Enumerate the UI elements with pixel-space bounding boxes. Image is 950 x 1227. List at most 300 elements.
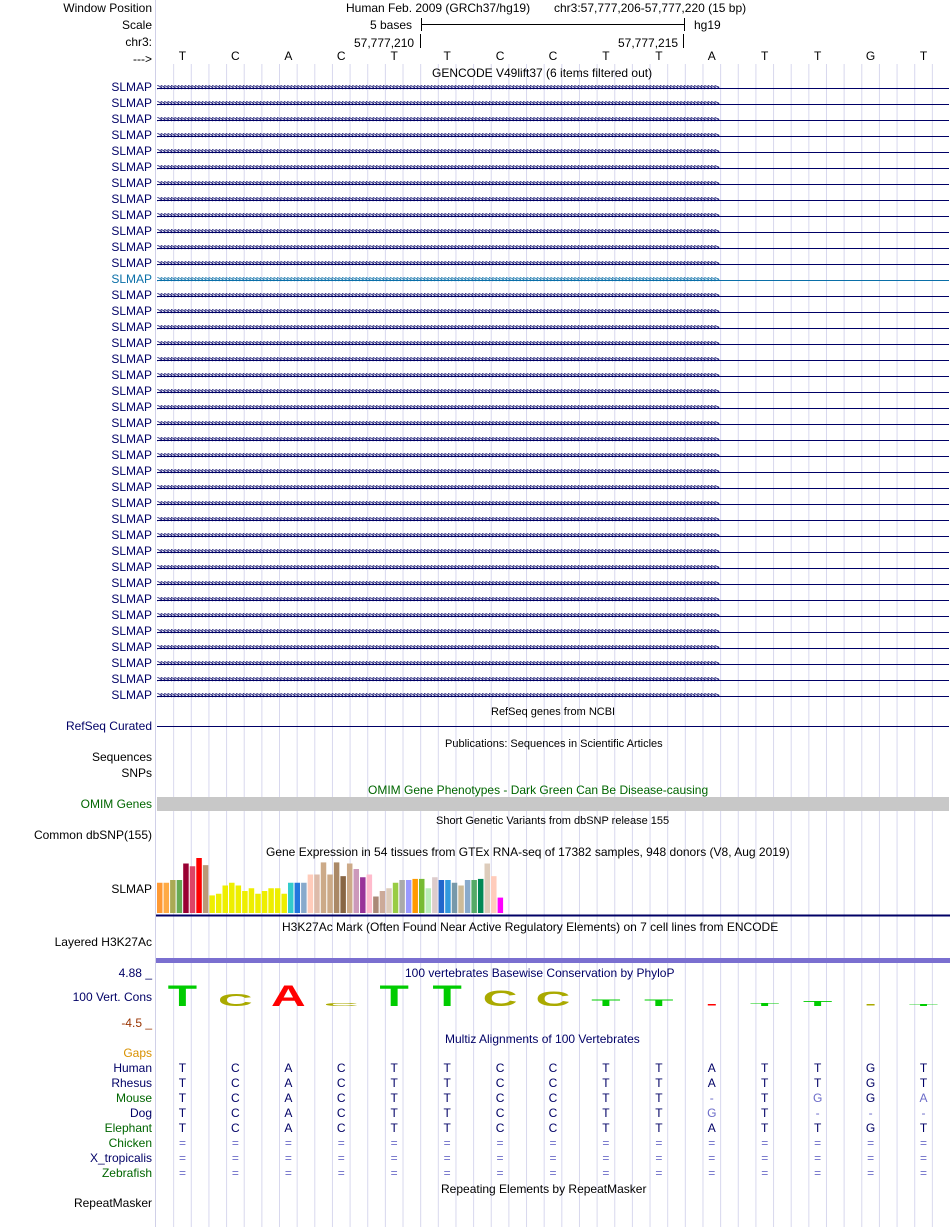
gtex-tissue-bar: [347, 864, 353, 914]
alignment-base: T: [761, 1061, 769, 1075]
strand-arrows: >>>>>>>>>>>>>>>>>>>>>>>>>>>>>>>>>>>>>>>>>>>>>>>>>>>>>>>>>>>>>>>>>>>>>>>>>>>>>>>>>>>>>>>>>>>>>>>>>>>>>>>>>>>>>>>>>>>>>>>>>>>>>>>>>>>>>>>>>>>>>>>>>>>>>>>>>>>>>>>>>>>>: [157, 228, 718, 236]
assembly-name: Human Feb. 2009 (GRCh37/hg19): [346, 1, 531, 15]
gencode-transcript[interactable]: [157, 468, 949, 476]
alignment-base: =: [761, 1136, 769, 1150]
gencode-transcript[interactable]: [157, 644, 949, 652]
alignment-base: C: [548, 1091, 558, 1105]
sequence-base: A: [284, 49, 293, 63]
alignment-base: =: [443, 1151, 451, 1165]
phylop-glyph: C: [323, 1002, 359, 1008]
gencode-gene-label[interactable]: SLMAP: [111, 512, 152, 526]
strand-arrows: >>>>>>>>>>>>>>>>>>>>>>>>>>>>>>>>>>>>>>>>>>>>>>>>>>>>>>>>>>>>>>>>>>>>>>>>>>>>>>>>>>>>>>>>>>>>>>>>>>>>>>>>>>>>>>>>>>>>>>>>>>>>>>>>>>>>>>>>>>>>>>>>>>>>>>>>>>>>>>>>>>>>: [157, 388, 718, 396]
strand-arrows: >>>>>>>>>>>>>>>>>>>>>>>>>>>>>>>>>>>>>>>>>>>>>>>>>>>>>>>>>>>>>>>>>>>>>>>>>>>>>>>>>>>>>>>>>>>>>>>>>>>>>>>>>>>>>>>>>>>>>>>>>>>>>>>>>>>>>>>>>>>>>>>>>>>>>>>>>>>>>>>>>>>>: [157, 500, 718, 508]
alignment-base: =: [867, 1136, 875, 1150]
alignment-base: T: [655, 1091, 663, 1105]
gencode-gene-label[interactable]: SLMAP: [111, 464, 152, 478]
gtex-tissue-bar: [170, 880, 176, 913]
alignment-base: T: [602, 1121, 610, 1135]
phylop-glyph: T: [591, 998, 621, 1009]
gtex-tissue-bar: [340, 876, 346, 913]
gtex-tissue-bar: [419, 879, 425, 913]
scale-label: Scale: [121, 18, 152, 32]
gencode-transcript[interactable]: [157, 372, 949, 380]
h3k27ac-title[interactable]: H3K27Ac Mark (Often Found Near Active Regulatory Elements) on 7 cell lines from ENCODE: [282, 920, 779, 934]
gtex-tissue-bar: [190, 866, 196, 913]
alignment-base: =: [231, 1166, 239, 1180]
gencode-transcript[interactable]: [157, 228, 949, 236]
alignment-base: T: [443, 1091, 451, 1105]
h3k27ac-label[interactable]: Layered H3K27Ac: [54, 935, 152, 949]
alignment-base: C: [548, 1106, 558, 1120]
gtex-tissue-bar: [471, 880, 477, 913]
gtex-tissue-bar: [412, 879, 418, 913]
alignment-base: =: [496, 1166, 504, 1180]
gencode-transcript[interactable]: [157, 612, 949, 620]
gtex-tissue-bar: [301, 883, 307, 913]
gencode-transcript[interactable]: [157, 420, 949, 428]
gencode-transcript[interactable]: [157, 436, 949, 444]
gencode-transcript[interactable]: [157, 116, 949, 124]
strand-arrows: >>>>>>>>>>>>>>>>>>>>>>>>>>>>>>>>>>>>>>>>>>>>>>>>>>>>>>>>>>>>>>>>>>>>>>>>>>>>>>>>>>>>>>>>>>>>>>>>>>>>>>>>>>>>>>>>>>>>>>>>>>>>>>>>>>>>>>>>>>>>>>>>>>>>>>>>>>>>>>>>>>>>: [157, 420, 718, 428]
window-position-label: Window Position: [63, 1, 152, 15]
alignment-base: =: [284, 1151, 292, 1165]
gtex-tissue-bar: [367, 875, 373, 914]
coord-left: 57,777,210: [354, 36, 415, 50]
gtex-tissue-bar: [216, 894, 222, 913]
dbsnp-title[interactable]: Short Genetic Variants from dbSNP release 155: [436, 815, 670, 827]
gtex-tissue-bar: [485, 864, 491, 914]
gencode-transcript[interactable]: [157, 404, 949, 412]
sequence-base: T: [655, 49, 663, 63]
alignment-base: A: [284, 1091, 293, 1105]
gencode-gene-label[interactable]: SLMAP: [111, 80, 152, 94]
gencode-gene-label[interactable]: SLMAP: [111, 112, 152, 126]
gtex-tissue-bar: [229, 883, 235, 913]
alignment-base: T: [761, 1106, 769, 1120]
gencode-gene-label[interactable]: SLMAP: [111, 400, 152, 414]
strand-arrows: >>>>>>>>>>>>>>>>>>>>>>>>>>>>>>>>>>>>>>>>>>>>>>>>>>>>>>>>>>>>>>>>>>>>>>>>>>>>>>>>>>>>>>>>>>>>>>>>>>>>>>>>>>>>>>>>>>>>>>>>>>>>>>>>>>>>>>>>>>>>>>>>>>>>>>>>>>>>>>>>>>>>: [157, 116, 718, 124]
gtex-tissue-bar: [380, 891, 386, 913]
alignment-base: =: [655, 1166, 663, 1180]
alignment-base: A: [919, 1091, 928, 1105]
gtex-tissue-bar: [458, 886, 464, 914]
position-readout: chr3:57,777,206-57,777,220 (15 bp): [554, 1, 747, 15]
phylop-glyph: [867, 1004, 875, 1006]
gencode-transcript[interactable]: [157, 148, 949, 156]
gencode-transcript[interactable]: [157, 564, 949, 572]
sequence-base: T: [761, 49, 769, 63]
strand-arrows: >>>>>>>>>>>>>>>>>>>>>>>>>>>>>>>>>>>>>>>>>>>>>>>>>>>>>>>>>>>>>>>>>>>>>>>>>>>>>>>>>>>>>>>>>>>>>>>>>>>>>>>>>>>>>>>>>>>>>>>>>>>>>>>>>>>>>>>>>>>>>>>>>>>>>>>>>>>>>>>>>>>>: [157, 612, 718, 620]
gtex-tissue-bar: [386, 888, 392, 913]
gtex-tissue-bar: [439, 880, 445, 913]
alignment-base: =: [178, 1136, 186, 1150]
alignment-base: T: [813, 1121, 822, 1135]
alignment-base: T: [602, 1091, 610, 1105]
gencode-gene-label[interactable]: SLMAP: [111, 224, 152, 238]
gencode-gene-label[interactable]: SLMAP: [111, 432, 152, 446]
alignment-base: =: [920, 1151, 928, 1165]
alignment-base: C: [548, 1076, 558, 1090]
phylop-glyph: T: [803, 999, 833, 1008]
gencode-gene-label[interactable]: SLMAP: [111, 288, 152, 302]
gtex-tissue-bar: [255, 894, 261, 913]
gtex-tissue-bar: [373, 897, 379, 914]
gencode-gene-label[interactable]: SLMAP: [111, 336, 152, 350]
gtex-tissue-bar: [465, 880, 471, 913]
phylop-glyph: C: [482, 985, 518, 1010]
alignment-base: -: [921, 1106, 926, 1120]
alignment-base: T: [443, 1106, 451, 1120]
gencode-gene-label[interactable]: SLMAP: [111, 640, 152, 654]
refseq-gene-line[interactable]: [157, 726, 949, 727]
alignment-base: T: [655, 1106, 663, 1120]
sequence-base: G: [865, 49, 876, 63]
alignment-base: A: [707, 1061, 716, 1075]
alignment-base: C: [495, 1076, 505, 1090]
refseq-title[interactable]: RefSeq genes from NCBI: [491, 706, 616, 718]
gtex-tissue-bar: [196, 858, 202, 913]
gencode-gene-label[interactable]: SLMAP: [111, 416, 152, 430]
gencode-transcript[interactable]: [157, 196, 949, 204]
gencode-gene-label[interactable]: SLMAP: [111, 128, 152, 142]
gtex-tissue-bar: [406, 880, 412, 913]
alignment-base: T: [602, 1106, 610, 1120]
phylop-glyph: T: [644, 998, 674, 1009]
gencode-gene-label[interactable]: SLMAP: [111, 448, 152, 462]
gencode-transcript[interactable]: [157, 356, 949, 364]
strand-arrows: >>>>>>>>>>>>>>>>>>>>>>>>>>>>>>>>>>>>>>>>>>>>>>>>>>>>>>>>>>>>>>>>>>>>>>>>>>>>>>>>>>>>>>>>>>>>>>>>>>>>>>>>>>>>>>>>>>>>>>>>>>>>>>>>>>>>>>>>>>>>>>>>>>>>>>>>>>>>>>>>>>>>: [157, 532, 718, 540]
alignment-base: -: [815, 1106, 820, 1120]
alignment-base: =: [390, 1166, 398, 1180]
alignment-base: =: [920, 1166, 928, 1180]
strand-arrows: >>>>>>>>>>>>>>>>>>>>>>>>>>>>>>>>>>>>>>>>>>>>>>>>>>>>>>>>>>>>>>>>>>>>>>>>>>>>>>>>>>>>>>>>>>>>>>>>>>>>>>>>>>>>>>>>>>>>>>>>>>>>>>>>>>>>>>>>>>>>>>>>>>>>>>>>>>>>>>>>>>>>: [157, 260, 718, 268]
gencode-transcript[interactable]: [157, 84, 949, 92]
alignment-base: =: [655, 1151, 663, 1165]
gencode-transcript[interactable]: [157, 500, 949, 508]
sequence-base: T: [813, 49, 822, 63]
gencode-gene-label[interactable]: SLMAP: [111, 592, 152, 606]
gencode-title[interactable]: GENCODE V49lift37 (6 items filtered out): [432, 66, 653, 80]
phylop-glyph: C: [535, 986, 571, 1010]
phylop-glyph: T: [750, 1002, 780, 1008]
gencode-gene-label[interactable]: SLMAP: [111, 496, 152, 510]
sequence-base: C: [336, 49, 346, 63]
strand-arrows: >>>>>>>>>>>>>>>>>>>>>>>>>>>>>>>>>>>>>>>>>>>>>>>>>>>>>>>>>>>>>>>>>>>>>>>>>>>>>>>>>>>>>>>>>>>>>>>>>>>>>>>>>>>>>>>>>>>>>>>>>>>>>>>>>>>>>>>>>>>>>>>>>>>>>>>>>>>>>>>>>>>>: [157, 324, 718, 332]
coord-right: 57,777,215: [618, 36, 679, 50]
omim-title[interactable]: OMIM Gene Phenotypes - Dark Green Can Be Disease-causing: [368, 783, 709, 797]
alignment-base: C: [231, 1106, 240, 1120]
strand-arrows: >>>>>>>>>>>>>>>>>>>>>>>>>>>>>>>>>>>>>>>>>>>>>>>>>>>>>>>>>>>>>>>>>>>>>>>>>>>>>>>>>>>>>>>>>>>>>>>>>>>>>>>>>>>>>>>>>>>>>>>>>>>>>>>>>>>>>>>>>>>>>>>>>>>>>>>>>>>>>>>>>>>>: [157, 692, 718, 700]
gtex-tissue-bar: [452, 883, 458, 913]
gtex-tissue-bar: [262, 891, 268, 913]
gencode-gene-label[interactable]: SLMAP: [111, 192, 152, 206]
phylop-glyph: T: [432, 980, 462, 1010]
alignment-base: C: [495, 1106, 505, 1120]
gencode-transcript[interactable]: [157, 340, 949, 348]
alignment-base: C: [548, 1121, 558, 1135]
gencode-gene-label[interactable]: SLMAP: [111, 624, 152, 638]
gencode-gene-label[interactable]: SLMAP: [111, 672, 152, 686]
alignment-base: T: [390, 1121, 398, 1135]
gencode-gene-label[interactable]: SLMAP: [111, 480, 152, 494]
alignment-base: G: [865, 1091, 876, 1105]
alignment-base: =: [761, 1166, 769, 1180]
gtex-tissue-bar: [334, 862, 340, 913]
gtex-tissue-bar: [314, 875, 320, 914]
phylop-glyph: T: [379, 980, 409, 1010]
gtex-expression-chart[interactable]: [156, 858, 950, 918]
alignment-base: G: [865, 1061, 876, 1075]
gencode-gene-label[interactable]: SLMAP: [111, 320, 152, 334]
species-label[interactable]: Chicken: [108, 1136, 152, 1150]
gencode-gene-label[interactable]: SLMAP: [111, 160, 152, 174]
species-label[interactable]: Mouse: [115, 1091, 152, 1105]
alignment-base: A: [284, 1121, 293, 1135]
label-separator: [155, 0, 156, 1227]
gencode-transcript[interactable]: [157, 180, 949, 188]
alignment-base: =: [337, 1166, 345, 1180]
alignment-base: T: [813, 1076, 822, 1090]
sequence-base: T: [390, 49, 398, 63]
gencode-transcript[interactable]: [157, 260, 949, 268]
gencode-transcript[interactable]: [157, 324, 949, 332]
strand-arrows: >>>>>>>>>>>>>>>>>>>>>>>>>>>>>>>>>>>>>>>>>>>>>>>>>>>>>>>>>>>>>>>>>>>>>>>>>>>>>>>>>>>>>>>>>>>>>>>>>>>>>>>>>>>>>>>>>>>>>>>>>>>>>>>>>>>>>>>>>>>>>>>>>>>>>>>>>>>>>>>>>>>>: [157, 132, 718, 140]
repeatmasker-title[interactable]: Repeating Elements by RepeatMasker: [441, 1182, 647, 1196]
gencode-gene-label[interactable]: SLMAP: [111, 240, 152, 254]
alignment-base: =: [337, 1151, 345, 1165]
gencode-transcript[interactable]: [157, 580, 949, 588]
sequence-base: C: [548, 49, 558, 63]
gencode-gene-label[interactable]: SLMAP: [111, 544, 152, 558]
strand-arrows: >>>>>>>>>>>>>>>>>>>>>>>>>>>>>>>>>>>>>>>>>>>>>>>>>>>>>>>>>>>>>>>>>>>>>>>>>>>>>>>>>>>>>>>>>>>>>>>>>>>>>>>>>>>>>>>>>>>>>>>>>>>>>>>>>>>>>>>>>>>>>>>>>>>>>>>>>>>>>>>>>>>>: [157, 356, 718, 364]
alignment-base: =: [867, 1151, 875, 1165]
gencode-gene-label[interactable]: SLMAP: [111, 608, 152, 622]
gencode-transcript[interactable]: [157, 516, 949, 524]
gencode-transcript[interactable]: [157, 484, 949, 492]
scale-bar-tick-left: [421, 18, 422, 31]
gtex-tissue-bar: [275, 888, 281, 913]
species-label[interactable]: Zebrafish: [101, 1166, 152, 1180]
gencode-transcript[interactable]: [157, 276, 949, 284]
alignment-base: G: [865, 1076, 876, 1090]
gtex-tissue-bar: [327, 875, 333, 914]
alignment-base: T: [443, 1076, 451, 1090]
gencode-transcript[interactable]: [157, 676, 949, 684]
strand-label: --->: [133, 52, 152, 66]
species-label[interactable]: Human: [113, 1061, 152, 1075]
alignment-base: T: [178, 1076, 187, 1090]
alignment-base: =: [549, 1166, 557, 1180]
gencode-gene-label[interactable]: SLMAP: [111, 304, 152, 318]
species-label[interactable]: Rhesus: [111, 1076, 152, 1090]
repeatmasker-label[interactable]: RepeatMasker: [73, 1196, 152, 1210]
alignment-base: -: [709, 1091, 714, 1105]
alignment-base: G: [812, 1091, 823, 1105]
publications-sequences-label[interactable]: Sequences: [91, 750, 152, 764]
gtex-tissue-bar: [268, 888, 274, 913]
strand-arrows: >>>>>>>>>>>>>>>>>>>>>>>>>>>>>>>>>>>>>>>>>>>>>>>>>>>>>>>>>>>>>>>>>>>>>>>>>>>>>>>>>>>>>>>>>>>>>>>>>>>>>>>>>>>>>>>>>>>>>>>>>>>>>>>>>>>>>>>>>>>>>>>>>>>>>>>>>>>>>>>>>>>>: [157, 212, 718, 220]
strand-arrows: >>>>>>>>>>>>>>>>>>>>>>>>>>>>>>>>>>>>>>>>>>>>>>>>>>>>>>>>>>>>>>>>>>>>>>>>>>>>>>>>>>>>>>>>>>>>>>>>>>>>>>>>>>>>>>>>>>>>>>>>>>>>>>>>>>>>>>>>>>>>>>>>>>>>>>>>>>>>>>>>>>>>: [157, 180, 718, 188]
gencode-transcript[interactable]: [157, 452, 949, 460]
phylop-label[interactable]: 100 Vert. Cons: [72, 990, 152, 1004]
strand-arrows: >>>>>>>>>>>>>>>>>>>>>>>>>>>>>>>>>>>>>>>>>>>>>>>>>>>>>>>>>>>>>>>>>>>>>>>>>>>>>>>>>>>>>>>>>>>>>>>>>>>>>>>>>>>>>>>>>>>>>>>>>>>>>>>>>>>>>>>>>>>>>>>>>>>>>>>>>>>>>>>>>>>>: [157, 292, 718, 300]
publications-snps-label[interactable]: SNPs: [121, 766, 152, 780]
gencode-gene-label[interactable]: SLMAP: [111, 144, 152, 158]
strand-arrows: >>>>>>>>>>>>>>>>>>>>>>>>>>>>>>>>>>>>>>>>>>>>>>>>>>>>>>>>>>>>>>>>>>>>>>>>>>>>>>>>>>>>>>>>>>>>>>>>>>>>>>>>>>>>>>>>>>>>>>>>>>>>>>>>>>>>>>>>>>>>>>>>>>>>>>>>>>>>>>>>>>>>: [157, 580, 718, 588]
omim-gene-bar[interactable]: [157, 797, 949, 811]
alignment-base: C: [495, 1121, 505, 1135]
strand-arrows: >>>>>>>>>>>>>>>>>>>>>>>>>>>>>>>>>>>>>>>>>>>>>>>>>>>>>>>>>>>>>>>>>>>>>>>>>>>>>>>>>>>>>>>>>>>>>>>>>>>>>>>>>>>>>>>>>>>>>>>>>>>>>>>>>>>>>>>>>>>>>>>>>>>>>>>>>>>>>>>>>>>>: [157, 628, 718, 636]
alignment-base: T: [919, 1121, 928, 1135]
alignment-base: C: [336, 1106, 346, 1120]
alignment-base: G: [707, 1106, 717, 1120]
alignment-base: =: [814, 1136, 822, 1150]
strand-arrows: >>>>>>>>>>>>>>>>>>>>>>>>>>>>>>>>>>>>>>>>>>>>>>>>>>>>>>>>>>>>>>>>>>>>>>>>>>>>>>>>>>>>>>>>>>>>>>>>>>>>>>>>>>>>>>>>>>>>>>>>>>>>>>>>>>>>>>>>>>>>>>>>>>>>>>>>>>>>>>>>>>>>: [157, 276, 718, 284]
strand-arrows: >>>>>>>>>>>>>>>>>>>>>>>>>>>>>>>>>>>>>>>>>>>>>>>>>>>>>>>>>>>>>>>>>>>>>>>>>>>>>>>>>>>>>>>>>>>>>>>>>>>>>>>>>>>>>>>>>>>>>>>>>>>>>>>>>>>>>>>>>>>>>>>>>>>>>>>>>>>>>>>>>>>>: [157, 196, 718, 204]
gencode-gene-label[interactable]: SLMAP: [111, 176, 152, 190]
alignment-base: T: [761, 1076, 769, 1090]
gencode-transcript[interactable]: [157, 292, 949, 300]
strand-arrows: >>>>>>>>>>>>>>>>>>>>>>>>>>>>>>>>>>>>>>>>>>>>>>>>>>>>>>>>>>>>>>>>>>>>>>>>>>>>>>>>>>>>>>>>>>>>>>>>>>>>>>>>>>>>>>>>>>>>>>>>>>>>>>>>>>>>>>>>>>>>>>>>>>>>>>>>>>>>>>>>>>>>: [157, 372, 718, 380]
phylop-conservation-chart[interactable]: [156, 980, 950, 1010]
gencode-transcript[interactable]: [157, 660, 949, 668]
alignment-base: =: [390, 1136, 398, 1150]
alignment-base: T: [761, 1121, 769, 1135]
gtex-title[interactable]: Gene Expression in 54 tissues from GTEx RNA-seq of 17382 samples, 948 donors (V8, Aug 2019): [266, 845, 790, 859]
gencode-gene-label[interactable]: SLMAP: [111, 368, 152, 382]
gencode-gene-label[interactable]: SLMAP: [111, 560, 152, 574]
gencode-transcript[interactable]: [157, 308, 949, 316]
gtex-tissue-bar: [183, 864, 189, 914]
species-label[interactable]: X_tropicalis: [89, 1151, 152, 1165]
sequence-base: T: [178, 49, 187, 63]
gencode-transcript[interactable]: [157, 164, 949, 172]
alignment-base: =: [814, 1166, 822, 1180]
alignment-base: C: [231, 1121, 240, 1135]
alignment-base: =: [708, 1166, 716, 1180]
gencode-transcript[interactable]: [157, 212, 949, 220]
gencode-transcript[interactable]: [157, 596, 949, 604]
dbsnp-label[interactable]: Common dbSNP(155): [33, 828, 152, 842]
alignment-base: T: [443, 1121, 451, 1135]
gencode-gene-label[interactable]: SLMAP: [111, 96, 152, 110]
gencode-gene-label[interactable]: SLMAP: [111, 208, 152, 222]
alignment-base: =: [761, 1151, 769, 1165]
gtex-tissue-bar: [157, 883, 163, 913]
multiz-gaps-label: Gaps: [123, 1046, 152, 1060]
phylop-title[interactable]: 100 vertebrates Basewise Conservation by PhyloP: [405, 966, 675, 980]
gtex-tissue-bar: [242, 891, 248, 913]
alignment-base: T: [602, 1061, 610, 1075]
phylop-glyph: A: [271, 980, 306, 1010]
gencode-transcript[interactable]: [157, 388, 949, 396]
strand-arrows: >>>>>>>>>>>>>>>>>>>>>>>>>>>>>>>>>>>>>>>>>>>>>>>>>>>>>>>>>>>>>>>>>>>>>>>>>>>>>>>>>>>>>>>>>>>>>>>>>>>>>>>>>>>>>>>>>>>>>>>>>>>>>>>>>>>>>>>>>>>>>>>>>>>>>>>>>>>>>>>>>>>>: [157, 404, 718, 412]
strand-arrows: >>>>>>>>>>>>>>>>>>>>>>>>>>>>>>>>>>>>>>>>>>>>>>>>>>>>>>>>>>>>>>>>>>>>>>>>>>>>>>>>>>>>>>>>>>>>>>>>>>>>>>>>>>>>>>>>>>>>>>>>>>>>>>>>>>>>>>>>>>>>>>>>>>>>>>>>>>>>>>>>>>>>: [157, 676, 718, 684]
alignment-base: A: [707, 1121, 716, 1135]
gtex-tissue-bar: [399, 880, 405, 913]
gencode-transcript[interactable]: [157, 548, 949, 556]
gtex-label[interactable]: SLMAP: [111, 882, 152, 896]
coord-left-tick: [420, 34, 421, 48]
gencode-gene-label[interactable]: SLMAP: [111, 576, 152, 590]
strand-arrows: >>>>>>>>>>>>>>>>>>>>>>>>>>>>>>>>>>>>>>>>>>>>>>>>>>>>>>>>>>>>>>>>>>>>>>>>>>>>>>>>>>>>>>>>>>>>>>>>>>>>>>>>>>>>>>>>>>>>>>>>>>>>>>>>>>>>>>>>>>>>>>>>>>>>>>>>>>>>>>>>>>>>: [157, 436, 718, 444]
alignment-base: =: [602, 1166, 610, 1180]
alignment-base: =: [920, 1136, 928, 1150]
gencode-gene-label[interactable]: SLMAP: [111, 656, 152, 670]
species-label[interactable]: Dog: [129, 1106, 152, 1120]
gtex-tissue-bar: [281, 894, 287, 913]
sequence-base: C: [495, 49, 505, 63]
alignment-base: C: [495, 1061, 505, 1075]
gencode-gene-label[interactable]: SLMAP: [111, 688, 152, 702]
gtex-tissue-bar: [426, 888, 432, 913]
sequence-base: T: [443, 49, 451, 63]
sequence-base: T: [602, 49, 610, 63]
gtex-tissue-bar: [491, 876, 497, 913]
alignment-base: =: [284, 1166, 292, 1180]
refseq-label[interactable]: RefSeq Curated: [65, 719, 152, 733]
gtex-tissue-bar: [432, 877, 438, 913]
scale-value: 5 bases: [370, 18, 413, 32]
strand-arrows: >>>>>>>>>>>>>>>>>>>>>>>>>>>>>>>>>>>>>>>>>>>>>>>>>>>>>>>>>>>>>>>>>>>>>>>>>>>>>>>>>>>>>>>>>>>>>>>>>>>>>>>>>>>>>>>>>>>>>>>>>>>>>>>>>>>>>>>>>>>>>>>>>>>>>>>>>>>>>>>>>>>>: [157, 84, 718, 92]
phylop-min-label: -4.5 _: [121, 1016, 152, 1030]
alignment-base: G: [865, 1121, 876, 1135]
gencode-transcript[interactable]: [157, 100, 949, 108]
alignment-base: T: [178, 1061, 187, 1075]
gencode-gene-label[interactable]: SLMAP: [111, 256, 152, 270]
alignment-base: C: [336, 1061, 346, 1075]
omim-label[interactable]: OMIM Genes: [80, 797, 152, 811]
alignment-base: =: [602, 1136, 610, 1150]
gtex-tissue-bar: [295, 883, 301, 913]
species-label[interactable]: Elephant: [104, 1121, 152, 1135]
strand-arrows: >>>>>>>>>>>>>>>>>>>>>>>>>>>>>>>>>>>>>>>>>>>>>>>>>>>>>>>>>>>>>>>>>>>>>>>>>>>>>>>>>>>>>>>>>>>>>>>>>>>>>>>>>>>>>>>>>>>>>>>>>>>>>>>>>>>>>>>>>>>>>>>>>>>>>>>>>>>>>>>>>>>>: [157, 452, 718, 460]
gencode-gene-label[interactable]: SLMAP: [111, 272, 152, 286]
alignment-base: T: [443, 1061, 451, 1075]
alignment-base: A: [284, 1106, 293, 1120]
gencode-transcript[interactable]: [157, 132, 949, 140]
alignment-base: A: [284, 1076, 293, 1090]
gencode-transcript[interactable]: [157, 532, 949, 540]
alignment-base: T: [655, 1121, 663, 1135]
strand-arrows: >>>>>>>>>>>>>>>>>>>>>>>>>>>>>>>>>>>>>>>>>>>>>>>>>>>>>>>>>>>>>>>>>>>>>>>>>>>>>>>>>>>>>>>>>>>>>>>>>>>>>>>>>>>>>>>>>>>>>>>>>>>>>>>>>>>>>>>>>>>>>>>>>>>>>>>>>>>>>>>>>>>>: [157, 340, 718, 348]
gencode-transcript[interactable]: [157, 244, 949, 252]
phylop-glyph: T: [908, 1003, 939, 1007]
alignment-base: T: [761, 1091, 769, 1105]
gencode-transcript[interactable]: [157, 692, 949, 700]
alignment-base: C: [548, 1061, 558, 1075]
alignment-base: =: [655, 1136, 663, 1150]
gencode-transcript[interactable]: [157, 628, 949, 636]
gencode-gene-label[interactable]: SLMAP: [111, 384, 152, 398]
alignment-base: T: [655, 1076, 663, 1090]
alignment-base: =: [284, 1136, 292, 1150]
sequence-base: T: [919, 49, 928, 63]
h3k27ac-signal-band: [156, 958, 950, 963]
strand-arrows: >>>>>>>>>>>>>>>>>>>>>>>>>>>>>>>>>>>>>>>>>>>>>>>>>>>>>>>>>>>>>>>>>>>>>>>>>>>>>>>>>>>>>>>>>>>>>>>>>>>>>>>>>>>>>>>>>>>>>>>>>>>>>>>>>>>>>>>>>>>>>>>>>>>>>>>>>>>>>>>>>>>>: [157, 308, 718, 316]
gencode-gene-label[interactable]: SLMAP: [111, 528, 152, 542]
multiz-title[interactable]: Multiz Alignments of 100 Vertebrates: [445, 1032, 640, 1046]
gencode-gene-label[interactable]: SLMAP: [111, 352, 152, 366]
strand-arrows: >>>>>>>>>>>>>>>>>>>>>>>>>>>>>>>>>>>>>>>>>>>>>>>>>>>>>>>>>>>>>>>>>>>>>>>>>>>>>>>>>>>>>>>>>>>>>>>>>>>>>>>>>>>>>>>>>>>>>>>>>>>>>>>>>>>>>>>>>>>>>>>>>>>>>>>>>>>>>>>>>>>>: [157, 484, 718, 492]
gtex-tissue-bar: [203, 865, 209, 913]
alignment-base: T: [390, 1106, 398, 1120]
phylop-glyph: T: [167, 980, 198, 1010]
gtex-tissue-bar: [498, 898, 504, 913]
gtex-tissue-bar: [393, 883, 399, 913]
publications-title[interactable]: Publications: Sequences in Scientific Articles: [445, 738, 663, 750]
chrom-label: chr3:: [125, 35, 152, 49]
